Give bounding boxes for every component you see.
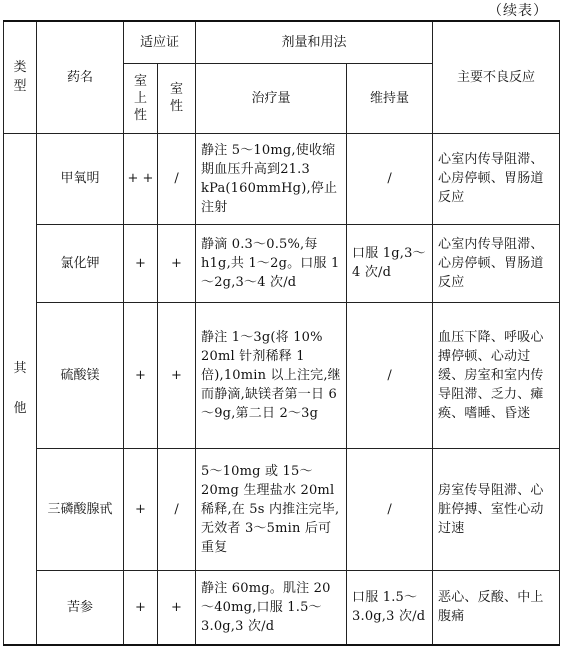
header-adverse: 主要不良反应 [433,21,560,133]
treatment-dose: 静注 1～3g(将 10% 20ml 针剂稀释 1 倍),10min 以上注完,继而静滴,缺镁者第一日 6～9g,第二日 2～3g [196,302,347,448]
supraventricular-mark: + + [124,133,158,224]
ventricular-mark: + [158,224,196,302]
drug-name: 三磷酸腺甙 [37,448,124,570]
table-row [4,570,560,645]
header-ventricular: 室性 [158,63,196,133]
ventricular-mark: / [158,133,196,224]
header-supraventricular: 室上性 [124,63,158,133]
header-type: 类型 [4,21,37,133]
header-treatment: 治疗量 [196,63,347,133]
continued-label: （续表） [488,3,548,19]
header-indication: 适应证 [124,21,196,63]
treatment-dose: 静滴 0.3～0.5%,每h1g,共 1～2g。口服 1～2g,3～4 次/d [196,224,347,302]
supraventricular-mark: + [124,570,158,645]
supraventricular-mark: + [124,448,158,570]
ventricular-mark: / [158,448,196,570]
treatment-dose: 5～10mg 或 15～20mg 生理盐水 20ml 稀释,在 5s 内推注完毕,无效者 3～5min 后可重复 [196,448,347,570]
adverse-reaction: 血压下降、呼吸心搏停顿、心动过缓、房室和室内传导阻滞、乏力、瘫痪、嗜睡、昏迷 [433,302,560,448]
supraventricular-mark: + [124,302,158,448]
ventricular-mark: + [158,570,196,645]
drug-name: 苦参 [37,570,124,645]
treatment-dose: 静注 60mg。肌注 20～40mg,口服 1.5～3.0g,3 次/d [196,570,347,645]
header-maintenance: 维持量 [347,63,433,133]
treatment-dose: 静注 5～10mg,使收缩期血压升高到21.3 kPa(160mmHg),停止注射 [196,133,347,224]
adverse-reaction: 心室内传导阻滞、心房停顿、胃肠道反应 [433,224,560,302]
category-cell: 其他 [4,133,37,645]
drug-name: 氯化钾 [37,224,124,302]
table-row [4,133,560,224]
drug-table [3,20,560,646]
maintenance-dose: 口服 1.5～3.0g,3 次/d [347,570,433,645]
drug-name: 硫酸镁 [37,302,124,448]
maintenance-dose: / [347,448,433,570]
table-row [4,224,560,302]
ventricular-mark: + [158,302,196,448]
drug-name: 甲氧明 [37,133,124,224]
adverse-reaction: 心室内传导阻滞、心房停顿、胃肠道反应 [433,133,560,224]
maintenance-dose: / [347,302,433,448]
maintenance-dose: / [347,133,433,224]
table-row [4,302,560,448]
supraventricular-mark: + [124,224,158,302]
adverse-reaction: 恶心、反酸、中上腹痛 [433,570,560,645]
adverse-reaction: 房室传导阻滞、心脏停搏、室性心动过速 [433,448,560,570]
header-dosage: 剂量和用法 [196,21,433,63]
maintenance-dose: 口服 1g,3～4 次/d [347,224,433,302]
header-drug: 药名 [37,21,124,133]
table-row [4,448,560,570]
